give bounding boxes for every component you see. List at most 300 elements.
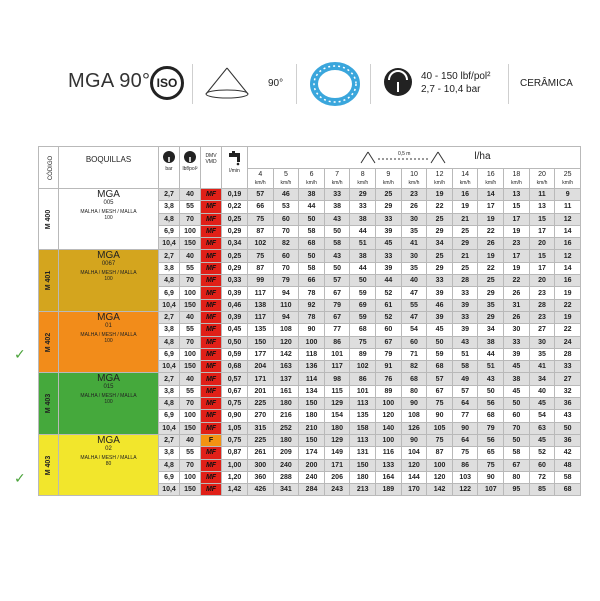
nozzle-name: MGA (97, 434, 120, 446)
rate-cell: 82 (401, 361, 427, 373)
rate-cell: 14 (478, 189, 504, 201)
rate-cell: 43 (324, 250, 350, 262)
rate-cell: 144 (401, 471, 427, 483)
rate-cell: 89 (376, 385, 402, 397)
speed-value: 9 (386, 170, 391, 178)
rate-cell: 28 (452, 275, 478, 287)
rate-cell: 21 (452, 250, 478, 262)
rate-cell: 90 (401, 434, 427, 446)
rate-cell: 180 (299, 410, 325, 422)
droplet-class: MF (201, 311, 222, 323)
droplet-class: MF (201, 385, 222, 397)
rate-cell: 34 (529, 373, 555, 385)
rate-cell: 19 (427, 189, 453, 201)
droplet-class: MF (201, 225, 222, 237)
table-row (39, 373, 581, 385)
flow-cell: 0,25 (222, 213, 248, 225)
pressure-cell: 10,4 (159, 422, 180, 434)
rate-cell: 32 (555, 385, 581, 397)
speed-unit: km/h (408, 179, 420, 186)
rate-cell: 19 (555, 287, 581, 299)
product-code: M 403 (39, 434, 59, 495)
rate-cell: 35 (529, 348, 555, 360)
rate-cell: 126 (401, 422, 427, 434)
spray-angle: 90° (268, 78, 284, 89)
rate-cell: 33 (324, 189, 350, 201)
rate-cell: 46 (273, 189, 299, 201)
rate-cell: 25 (376, 189, 402, 201)
rate-cell: 100 (376, 434, 402, 446)
rate-cell: 67 (504, 459, 530, 471)
rate-cell: 77 (452, 410, 478, 422)
droplet-class: MF (201, 361, 222, 373)
pressure-cell: 150 (180, 484, 201, 496)
rate-cell: 87 (248, 262, 274, 274)
speed-header (324, 169, 350, 189)
rate-cell: 138 (248, 299, 274, 311)
flow-cell: 0,39 (222, 311, 248, 323)
rate-cell: 75 (248, 213, 274, 225)
pressure-cell: 6,9 (159, 471, 180, 483)
rate-cell: 22 (478, 225, 504, 237)
rate-cell: 17 (529, 225, 555, 237)
rate-cell: 209 (273, 447, 299, 459)
iso-badge-icon: ISO (150, 66, 184, 100)
flow-cell: 0,87 (222, 447, 248, 459)
code-header: CÓDIGO (39, 147, 59, 189)
speed-unit: km/h (331, 179, 343, 186)
flow-cell: 0,25 (222, 250, 248, 262)
rate-cell: 101 (350, 385, 376, 397)
rate-cell: 120 (376, 410, 402, 422)
rate-cell: 68 (401, 373, 427, 385)
rate-cell: 39 (427, 287, 453, 299)
rate-cell: 29 (478, 287, 504, 299)
rate-cell: 100 (427, 459, 453, 471)
rate-cell: 60 (376, 324, 402, 336)
pressure-cell: 2,7 (159, 250, 180, 262)
mesh-size: 100 (104, 276, 113, 283)
mesh-size: 100 (104, 399, 113, 406)
rate-cell: 161 (273, 385, 299, 397)
pressure-cell: 2,7 (159, 373, 180, 385)
rate-cell: 68 (427, 361, 453, 373)
rate-cell: 113 (350, 398, 376, 410)
rate-cell: 114 (299, 373, 325, 385)
table-row (39, 250, 581, 262)
rate-cell: 19 (504, 262, 530, 274)
pressure-cell: 10,4 (159, 484, 180, 496)
pressure-cell: 3,8 (159, 262, 180, 274)
rate-cell: 75 (248, 250, 274, 262)
pressure-bar: 2,7 - 10,4 bar (421, 84, 481, 95)
lha-header (248, 147, 581, 169)
rate-cell: 26 (401, 201, 427, 213)
speed-unit: km/h (306, 179, 317, 186)
rate-cell: 45 (504, 385, 530, 397)
rate-cell: 59 (350, 311, 376, 323)
rate-cell: 44 (350, 262, 376, 274)
speed-header (529, 169, 555, 189)
pressure-cell: 10,4 (159, 238, 180, 250)
rate-cell: 64 (452, 434, 478, 446)
rate-cell: 70 (504, 422, 530, 434)
droplet-class: MF (201, 348, 222, 360)
pressure-cell: 40 (180, 434, 201, 446)
mesh-label: MALHA / MESH / MALLA (80, 209, 137, 215)
flow-cell: 0,33 (222, 275, 248, 287)
flow-cell: 0,50 (222, 336, 248, 348)
rate-cell: 30 (529, 336, 555, 348)
rate-cell: 17 (504, 213, 530, 225)
rate-cell: 150 (299, 434, 325, 446)
rate-cell: 154 (324, 410, 350, 422)
rate-cell: 105 (427, 422, 453, 434)
rate-cell: 180 (273, 434, 299, 446)
droplet-class: MF (201, 287, 222, 299)
nozzle-model-cell (59, 434, 159, 495)
rate-cell: 45 (504, 361, 530, 373)
rate-cell: 14 (555, 262, 581, 274)
rate-cell: 142 (427, 484, 453, 496)
rate-cell: 58 (299, 262, 325, 274)
rate-cell: 47 (401, 287, 427, 299)
rate-cell: 60 (273, 213, 299, 225)
rate-cell: 25 (427, 250, 453, 262)
rate-cell: 75 (350, 336, 376, 348)
flow-cell: 0,45 (222, 324, 248, 336)
pressure-cell: 40 (180, 373, 201, 385)
check-icon: ✓ (14, 346, 26, 362)
pressure-cell: 100 (180, 410, 201, 422)
rate-cell: 54 (529, 410, 555, 422)
rate-cell: 118 (299, 348, 325, 360)
rate-cell: 180 (324, 422, 350, 434)
rate-cell: 78 (299, 287, 325, 299)
rate-cell: 135 (350, 410, 376, 422)
rate-cell: 98 (324, 373, 350, 385)
rate-cell: 102 (248, 238, 274, 250)
rate-cell: 19 (555, 311, 581, 323)
rate-cell: 34 (427, 238, 453, 250)
mesh-label: MALHA / MESH / MALLA (80, 270, 137, 277)
rate-cell: 20 (529, 275, 555, 287)
rate-cell: 204 (248, 361, 274, 373)
distance-label: 0,5 m (397, 151, 411, 158)
pressure-cell: 100 (180, 225, 201, 237)
flow-cell: 0,29 (222, 262, 248, 274)
flow-cell: 1,00 (222, 459, 248, 471)
flow-cell: 0,46 (222, 299, 248, 311)
spray-cone-icon (202, 66, 252, 102)
rate-cell: 90 (427, 410, 453, 422)
rate-cell: 120 (427, 471, 453, 483)
rate-cell: 189 (376, 484, 402, 496)
rate-cell: 51 (350, 238, 376, 250)
nozzle-model-cell (59, 250, 159, 311)
rate-cell: 60 (504, 410, 530, 422)
pressure-cell: 55 (180, 385, 201, 397)
rate-cell: 206 (324, 471, 350, 483)
rate-cell: 30 (401, 213, 427, 225)
mesh-label: MALHA / MESH / MALLA (80, 331, 137, 338)
rate-cell: 59 (350, 287, 376, 299)
rate-cell: 70 (273, 225, 299, 237)
speed-value: 20 (538, 170, 546, 178)
droplet-class: MF (201, 410, 222, 422)
rate-cell: 38 (350, 213, 376, 225)
rate-cell: 80 (401, 385, 427, 397)
droplet-class: MF (201, 201, 222, 213)
divider (508, 64, 509, 104)
flow-cell: 0,34 (222, 238, 248, 250)
rate-cell: 158 (350, 422, 376, 434)
rate-cell: 17 (529, 262, 555, 274)
rate-cell: 56 (478, 398, 504, 410)
rate-cell: 68 (478, 410, 504, 422)
rate-cell: 80 (504, 471, 530, 483)
rate-cell: 67 (376, 336, 402, 348)
rate-cell: 22 (555, 324, 581, 336)
nozzle-number: 005 (103, 200, 114, 206)
pressure-cell: 6,9 (159, 225, 180, 237)
rate-cell: 38 (299, 189, 325, 201)
rate-cell: 66 (248, 201, 274, 213)
rate-cell: 86 (324, 336, 350, 348)
rate-cell: 47 (401, 311, 427, 323)
rate-cell: 40 (401, 275, 427, 287)
speed-unit: km/h (485, 179, 497, 186)
rate-cell: 426 (248, 484, 274, 496)
mesh-label: MALHA / MESH / MALLA (80, 454, 137, 461)
rate-cell: 19 (504, 225, 530, 237)
pressure-cell: 3,8 (159, 385, 180, 397)
pressure-cell: 100 (180, 287, 201, 299)
pressure-cell: 100 (180, 471, 201, 483)
flow-cell: 0,39 (222, 287, 248, 299)
rate-cell: 26 (504, 311, 530, 323)
pressure-cell: 55 (180, 262, 201, 274)
rate-cell: 33 (376, 250, 402, 262)
pressure-cell: 150 (180, 238, 201, 250)
speed-value: 25 (563, 170, 572, 178)
droplet-class: MF (201, 275, 222, 287)
material-label: CERÂMICA (520, 78, 573, 89)
rate-cell: 11 (529, 189, 555, 201)
rate-cell: 100 (299, 336, 325, 348)
speed-header (299, 169, 325, 189)
rate-cell: 33 (350, 201, 376, 213)
pressure-cell: 55 (180, 324, 201, 336)
rate-cell: 26 (478, 238, 504, 250)
pressure-cell: 150 (180, 422, 201, 434)
rate-cell: 16 (555, 275, 581, 287)
rate-cell: 213 (350, 484, 376, 496)
rate-cell: 225 (248, 398, 274, 410)
rate-cell: 38 (324, 201, 350, 213)
pressure-cell: 70 (180, 213, 201, 225)
check-icon: ✓ (14, 470, 26, 486)
droplet-class: MF (201, 373, 222, 385)
rate-cell: 75 (478, 459, 504, 471)
rate-cell: 94 (273, 287, 299, 299)
rate-cell: 29 (350, 189, 376, 201)
rate-cell: 210 (299, 422, 325, 434)
speed-unit: km/h (536, 179, 548, 186)
rate-cell: 49 (452, 373, 478, 385)
rate-cell: 52 (529, 447, 555, 459)
flow-cell: 0,22 (222, 201, 248, 213)
rate-cell: 25 (427, 213, 453, 225)
rate-cell: 90 (478, 471, 504, 483)
speed-value: 14 (461, 170, 470, 178)
rate-cell: 43 (478, 373, 504, 385)
mesh-size: 100 (104, 215, 113, 221)
speed-header (504, 169, 530, 189)
rate-cell: 14 (555, 225, 581, 237)
speed-header (478, 169, 504, 189)
rate-cell: 102 (350, 361, 376, 373)
rate-cell: 67 (324, 311, 350, 323)
rate-cell: 56 (478, 434, 504, 446)
rate-cell: 103 (452, 471, 478, 483)
rate-cell: 50 (324, 262, 350, 274)
droplet-class: MF (201, 336, 222, 348)
speed-header (376, 169, 402, 189)
rate-cell: 22 (555, 299, 581, 311)
speed-unit: km/h (382, 179, 394, 186)
rate-cell: 107 (478, 484, 504, 496)
rate-cell: 104 (401, 447, 427, 459)
rate-cell: 13 (529, 201, 555, 213)
rate-cell: 15 (529, 213, 555, 225)
rate-cell: 43 (555, 410, 581, 422)
speed-header (427, 169, 453, 189)
product-code: M 402 (39, 311, 59, 372)
speed-value: 7 (335, 170, 340, 178)
pressure-cell: 6,9 (159, 348, 180, 360)
rate-cell: 100 (376, 398, 402, 410)
rate-cell: 43 (324, 213, 350, 225)
rate-cell: 79 (273, 275, 299, 287)
rate-cell: 142 (273, 348, 299, 360)
table-row (39, 189, 581, 201)
rate-cell: 28 (555, 348, 581, 360)
rate-cell: 43 (452, 336, 478, 348)
rate-cell: 50 (504, 434, 530, 446)
rate-cell: 36 (555, 434, 581, 446)
rate-cell: 35 (401, 225, 427, 237)
rate-cell: 33 (427, 275, 453, 287)
droplet-class: MF (201, 213, 222, 225)
rate-cell: 50 (299, 250, 325, 262)
flow-cell: 0,57 (222, 373, 248, 385)
gauge-icon (162, 150, 176, 164)
pressure-cell: 55 (180, 447, 201, 459)
rate-cell: 57 (427, 373, 453, 385)
rate-cell: 19 (452, 201, 478, 213)
droplet-class: MF (201, 189, 222, 201)
rate-cell: 50 (299, 213, 325, 225)
rate-cell: 50 (324, 225, 350, 237)
rate-cell: 33 (504, 336, 530, 348)
speed-unit: km/h (459, 179, 471, 186)
rate-cell: 53 (273, 201, 299, 213)
rate-cell: 58 (452, 361, 478, 373)
pressure-cell: 3,8 (159, 324, 180, 336)
rate-cell: 15 (504, 201, 530, 213)
speed-unit: km/h (280, 179, 292, 186)
speed-header (350, 169, 376, 189)
rate-cell: 70 (273, 262, 299, 274)
rate-cell: 75 (452, 447, 478, 459)
rate-cell: 41 (401, 238, 427, 250)
rate-cell: 25 (478, 275, 504, 287)
rate-cell: 129 (324, 434, 350, 446)
rate-cell: 90 (452, 422, 478, 434)
rate-cell: 29 (452, 238, 478, 250)
rate-cell: 69 (350, 299, 376, 311)
rate-cell: 116 (376, 447, 402, 459)
product-code: M 400 (39, 189, 59, 250)
dmv-header: DMV VMD (201, 147, 222, 189)
pressure-cell: 4,8 (159, 275, 180, 287)
divider (370, 64, 371, 104)
rate-cell: 50 (478, 385, 504, 397)
rate-cell: 44 (478, 348, 504, 360)
speed-value: 10 (410, 170, 418, 178)
rate-cell: 164 (376, 471, 402, 483)
pressure-cell: 3,8 (159, 201, 180, 213)
table-row (39, 311, 581, 323)
rate-cell: 261 (248, 447, 274, 459)
rate-cell: 341 (273, 484, 299, 496)
nozzle-name: MGA (97, 189, 120, 200)
rate-cell: 131 (350, 447, 376, 459)
flow-cell: 1,05 (222, 422, 248, 434)
pressure-cell: 2,7 (159, 434, 180, 446)
rate-cell: 180 (350, 471, 376, 483)
rate-cell: 34 (478, 324, 504, 336)
rate-cell: 117 (248, 311, 274, 323)
rate-cell: 101 (324, 348, 350, 360)
droplet-class: MF (201, 447, 222, 459)
rate-cell: 284 (299, 484, 325, 496)
rate-cell: 149 (324, 447, 350, 459)
droplet-class: MF (201, 324, 222, 336)
speed-unit: km/h (357, 179, 369, 186)
pressure-cell: 100 (180, 348, 201, 360)
rate-cell: 117 (324, 361, 350, 373)
speed-value: 5 (283, 170, 288, 178)
rate-cell: 240 (273, 459, 299, 471)
rate-cell: 23 (529, 287, 555, 299)
rate-cell: 177 (248, 348, 274, 360)
rate-cell: 17 (478, 201, 504, 213)
rate-cell: 120 (273, 336, 299, 348)
rate-cell: 17 (504, 250, 530, 262)
ceramic-ring-icon (310, 62, 360, 106)
rate-cell: 87 (427, 447, 453, 459)
nozzle-number: 015 (103, 384, 114, 391)
speed-header (555, 169, 581, 189)
rate-cell: 108 (273, 324, 299, 336)
rate-cell: 200 (299, 459, 325, 471)
rate-cell: 252 (273, 422, 299, 434)
rate-cell: 24 (555, 336, 581, 348)
rate-cell: 68 (299, 238, 325, 250)
rate-cell: 129 (324, 398, 350, 410)
